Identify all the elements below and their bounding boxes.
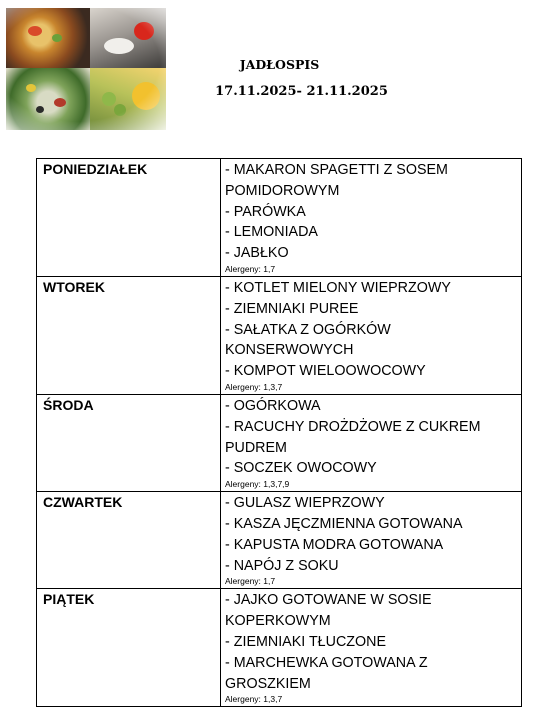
menu-row	[37, 589, 522, 707]
dish-line: - KOMPOT WIELOOWOCOWY	[225, 363, 426, 380]
menu-row	[37, 394, 522, 491]
dish-line: POMIDOROWYM	[225, 182, 340, 199]
dish-line: PUDREM	[225, 439, 287, 456]
menu-title: JADŁOSPIS	[239, 57, 320, 72]
dish-line: - LEMONIADA	[225, 224, 318, 241]
dish-line: - KAPUSTA MODRA GOTOWANA	[225, 536, 444, 553]
dishes-cell	[221, 394, 522, 491]
dish-line: - JABŁKO	[225, 245, 289, 262]
dish-line: - PARÓWKA	[225, 203, 306, 220]
dish-line: - RACUCHY DROŻDŻOWE Z CUKREM	[225, 418, 481, 435]
dish-line: - ZIEMNIAKI PUREE	[225, 300, 359, 317]
day-name: ŚRODA	[43, 396, 94, 413]
dish-line: - NAPÓJ Z SOKU	[225, 557, 339, 574]
allergens-note: Alergeny: 1,3,7	[225, 381, 283, 392]
day-cell	[37, 492, 221, 589]
dish-line: GROSZKIEM	[225, 675, 311, 692]
dish-line: - ZIEMNIAKI TŁUCZONE	[225, 633, 386, 650]
allergens-note: Alergeny: 1,3,7	[225, 694, 283, 705]
dishes-cell	[221, 276, 522, 394]
day-cell	[37, 394, 221, 491]
dish-line: - KASZA JĘCZMIENNA GOTOWANA	[225, 515, 463, 532]
day-name: PONIEDZIAŁEK	[43, 161, 148, 177]
day-name: PIĄTEK	[43, 591, 95, 608]
dish-line: - MARCHEWKA GOTOWANA Z	[225, 654, 428, 671]
day-cell	[37, 276, 221, 394]
dish-line: - GULASZ WIEPRZOWY	[225, 495, 385, 512]
day-name: WTOREK	[43, 278, 105, 295]
dishes-cell	[221, 492, 522, 589]
dish-line: - OGÓRKOWA	[225, 397, 321, 414]
allergens-note: Alergeny: 1,3,7,9	[225, 479, 290, 490]
weekly-menu-table	[36, 158, 522, 707]
dishes-cell	[221, 159, 522, 277]
dish-line: - SOCZEK OWOCOWY	[225, 460, 377, 477]
fruit-photo	[90, 68, 166, 130]
date-range: 17.11.2025- 21.11.2025	[215, 84, 388, 99]
dish-line: - JAJKO GOTOWANE W SOSIE	[225, 592, 432, 609]
allergens-note: Alergeny: 1,7	[225, 576, 276, 587]
dish-line: - MAKARON SPAGETTI Z SOSEM	[225, 162, 448, 178]
day-cell	[37, 159, 221, 277]
dish-line: KOPERKOWYM	[225, 613, 331, 630]
menu-row	[37, 276, 522, 394]
salad-photo	[6, 68, 90, 130]
menu-row	[37, 159, 522, 277]
menu-row	[37, 492, 522, 589]
day-cell	[37, 589, 221, 707]
day-name: CZWARTEK	[43, 494, 123, 511]
dish-line: - KOTLET MIELONY WIEPRZOWY	[225, 279, 451, 296]
dish-line: KONSERWOWYCH	[225, 342, 354, 359]
allergens-note: Alergeny: 1,7	[225, 263, 276, 274]
dishes-cell	[221, 589, 522, 707]
dish-line: - SAŁATKA Z OGÓRKÓW	[225, 321, 391, 338]
